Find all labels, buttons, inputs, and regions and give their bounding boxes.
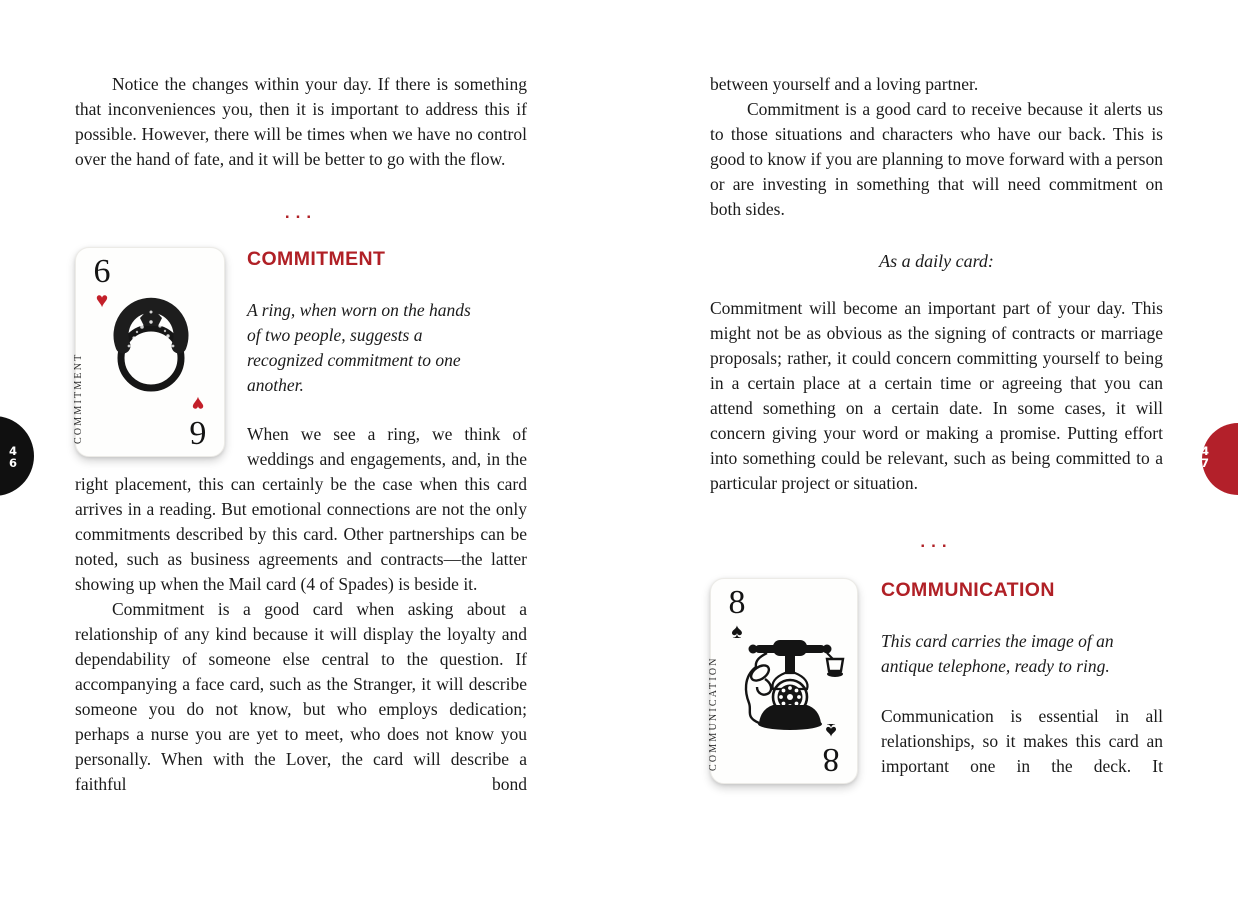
ring-illustration [104, 296, 198, 396]
paragraph-ring-meaning: When we see a ring, we think of weddings and engagements, and, in the right placement, this can certainly be the case when this card arrives in a reading. But emotional connections are not the only commitments described by this card. Other partnerships can be noted, such as business agreements and contracts—the latter showing up when the Mail card (4 of Spades) is beside it. [75, 424, 527, 594]
card-rank-inverted: 6 [189, 414, 207, 451]
paragraph-good-receive: Commitment is a good card to receive because it alerts us to those situations and characters who have our back. This is good to know if you are planning to move forward with a person or are investing in something that will need commitment on both sides. [710, 99, 1163, 219]
card-rank: 6 [93, 253, 111, 290]
right-page [710, 72, 1163, 784]
commitment-section [75, 247, 527, 797]
heart-icon: ♥ [191, 392, 205, 416]
communication-section [710, 578, 1163, 779]
paragraph-communication-essential: Communication is essential in all relationships, so it makes this card an important one in the deck. It [881, 706, 1163, 776]
paragraph-continuation: between yourself and a loving partner. [710, 74, 979, 94]
card-rank: 8 [728, 584, 746, 621]
page-number-digit: 6 [8, 456, 17, 470]
heart-icon: ♥ [95, 288, 109, 312]
spade-icon: ♠ [825, 719, 837, 743]
paragraph-good-card: Commitment is a good card when asking about a relationship of any kind because it will display the loyalty and dependability of someone else central to the question. If accompanying a face card, such as the Stranger, it will describe someone you do not know, but who employs dedication; perhaps a nurse you are yet to meet, who does not know you personally. When with the Lover, the card will describe a faithful bond [75, 599, 527, 794]
card-title-label: COMMUNICATION [708, 656, 719, 771]
card-corner-bottom [815, 720, 847, 776]
section-separator-dots: ... [284, 203, 318, 222]
commitment-heading: COMMITMENT [247, 248, 386, 270]
card-rank-inverted: 8 [822, 741, 840, 778]
card-corner-bottom [182, 393, 214, 449]
communication-card [710, 578, 858, 784]
page-number-right [1198, 445, 1212, 469]
paragraph-daily-meaning: Commitment will become an important part of your day. This might not be as obvious as the signing of contracts or marriage proposals; rather, it could concern committing yourself to being in a certain place at a certain time or agreeing that you can attend something on a certain date. In some cases, it will concern giving your word or making a promise. Putting effort into something could be relevant, such as being committed to a particular project or situation. [710, 298, 1163, 493]
page-number-digit: 4 [1200, 444, 1209, 458]
section-separator-dots: ... [920, 532, 953, 551]
spade-icon: ♠ [731, 619, 743, 643]
card-title-label: COMMITMENT [73, 352, 84, 444]
communication-quote: This card carries the image of an antique telephone, ready to ring. [881, 631, 1114, 676]
commitment-quote: A ring, when worn on the hands of two people, suggests a recognized commitment to one another. [247, 300, 471, 395]
page-number-left [6, 445, 20, 469]
commitment-card [75, 247, 225, 457]
left-page [75, 72, 527, 797]
page-number-digit: 7 [1200, 456, 1209, 470]
paragraph-notice-changes: Notice the changes within your day. If there is something that inconveniences you, then it is important to address this if possible. However, there will be times when we have no control over the hand of fate, and it will be better to go with the flow. [75, 74, 527, 169]
daily-card-heading: As a daily card: [879, 251, 994, 271]
communication-heading: COMMUNICATION [881, 579, 1055, 601]
page-number-digit: 4 [8, 444, 17, 458]
